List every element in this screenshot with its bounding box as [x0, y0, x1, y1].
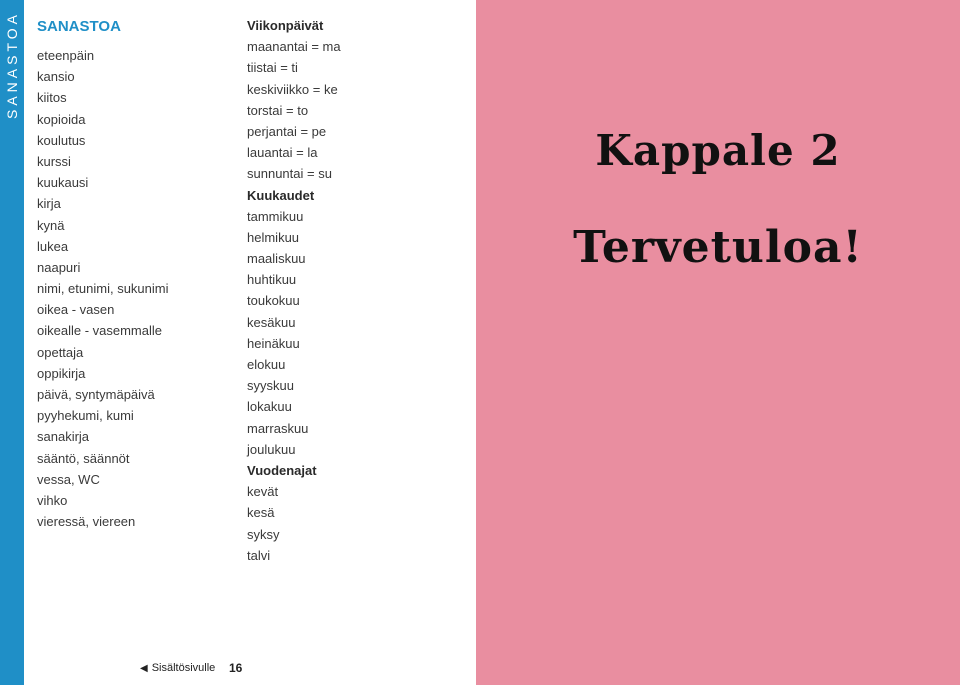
vocabulary-item: pyyhekumi, kumi: [37, 408, 134, 424]
month-item: tammikuu: [247, 208, 304, 224]
vocabulary-item: vihko: [37, 492, 68, 508]
vocabulary-item: eteenpäin: [37, 48, 95, 63]
vocabulary-column: [37, 15, 237, 532]
weekday-item: torstai = to: [247, 102, 309, 118]
toc-link[interactable]: [140, 662, 215, 674]
vocabulary-item: kurssi: [37, 153, 71, 169]
side-tab: [0, 0, 24, 685]
month-item: kesäkuu: [247, 314, 296, 330]
greeting-title: Tervetuloa!: [573, 222, 863, 273]
months-heading: Kuukaudet: [247, 187, 315, 203]
vocabulary-item: kuukausi: [37, 175, 89, 191]
month-item: syyskuu: [247, 378, 294, 394]
season-item: kevät: [247, 484, 279, 500]
side-tab-label-wrap: [0, 0, 24, 130]
vocabulary-item: koulutus: [37, 132, 86, 148]
vocabulary-title: SANASTOA: [37, 18, 121, 35]
month-item: heinäkuu: [247, 335, 300, 351]
weekdays-heading: Viikonpäivät: [247, 18, 324, 33]
vocabulary-item: oikea - vasen: [37, 302, 115, 318]
month-item: joulukuu: [247, 441, 296, 457]
month-item: elokuu: [247, 357, 286, 372]
weekday-item: keskiviikko = ke: [247, 81, 338, 97]
month-item: lokakuu: [247, 399, 292, 415]
weekday-item: sunnuntai = su: [247, 166, 332, 182]
vocabulary-item: kiitos: [37, 90, 67, 106]
month-item: huhtikuu: [247, 272, 297, 288]
month-item: toukokuu: [247, 293, 300, 309]
vocabulary-item: vessa, WC: [37, 471, 100, 487]
chapter-page: [476, 0, 960, 685]
vocabulary-item: oppikirja: [37, 365, 86, 381]
seasons-heading: Vuodenajat: [247, 462, 317, 478]
weekday-item: tiistai = ti: [247, 60, 298, 76]
season-item: talvi: [247, 547, 271, 563]
month-item: marraskuu: [247, 420, 309, 436]
left-arrow-icon: ◀: [140, 662, 148, 674]
vocabulary-item: kansio: [37, 69, 75, 85]
vocabulary-item: kirja: [37, 196, 61, 212]
vocabulary-item: lukea: [37, 238, 69, 254]
vocabulary-item: kopioida: [37, 111, 86, 127]
side-tab-label: SANASTOA: [4, 11, 20, 119]
weekday-item: maanantai = ma: [247, 39, 341, 55]
vocabulary-item: opettaja: [37, 344, 84, 360]
calendar-column: [247, 15, 467, 566]
chapter-title: Kappale 2: [595, 126, 841, 175]
vocabulary-item: päivä, syntymäpäivä: [37, 387, 155, 402]
month-item: maaliskuu: [247, 251, 306, 267]
vocabulary-item: sääntö, säännöt: [37, 450, 130, 466]
vocabulary-item: oikealle - vasemmalle: [37, 323, 162, 339]
vocabulary-item: vieressä, viereen: [37, 514, 136, 530]
vocabulary-item: nimi, etunimi, sukunimi: [37, 281, 169, 297]
season-item: syksy: [247, 526, 280, 542]
season-item: kesä: [247, 505, 275, 521]
page-number: 16: [229, 661, 243, 675]
vocabulary-item: sanakirja: [37, 429, 90, 445]
weekday-item: perjantai = pe: [247, 123, 327, 139]
vocabulary-item: kynä: [37, 217, 65, 233]
vocabulary-list: [37, 45, 237, 532]
toc-link-label: Sisältösivulle: [151, 662, 216, 674]
vocabulary-item: naapuri: [37, 259, 81, 275]
month-item: helmikuu: [247, 229, 300, 245]
weekday-item: lauantai = la: [247, 145, 318, 161]
